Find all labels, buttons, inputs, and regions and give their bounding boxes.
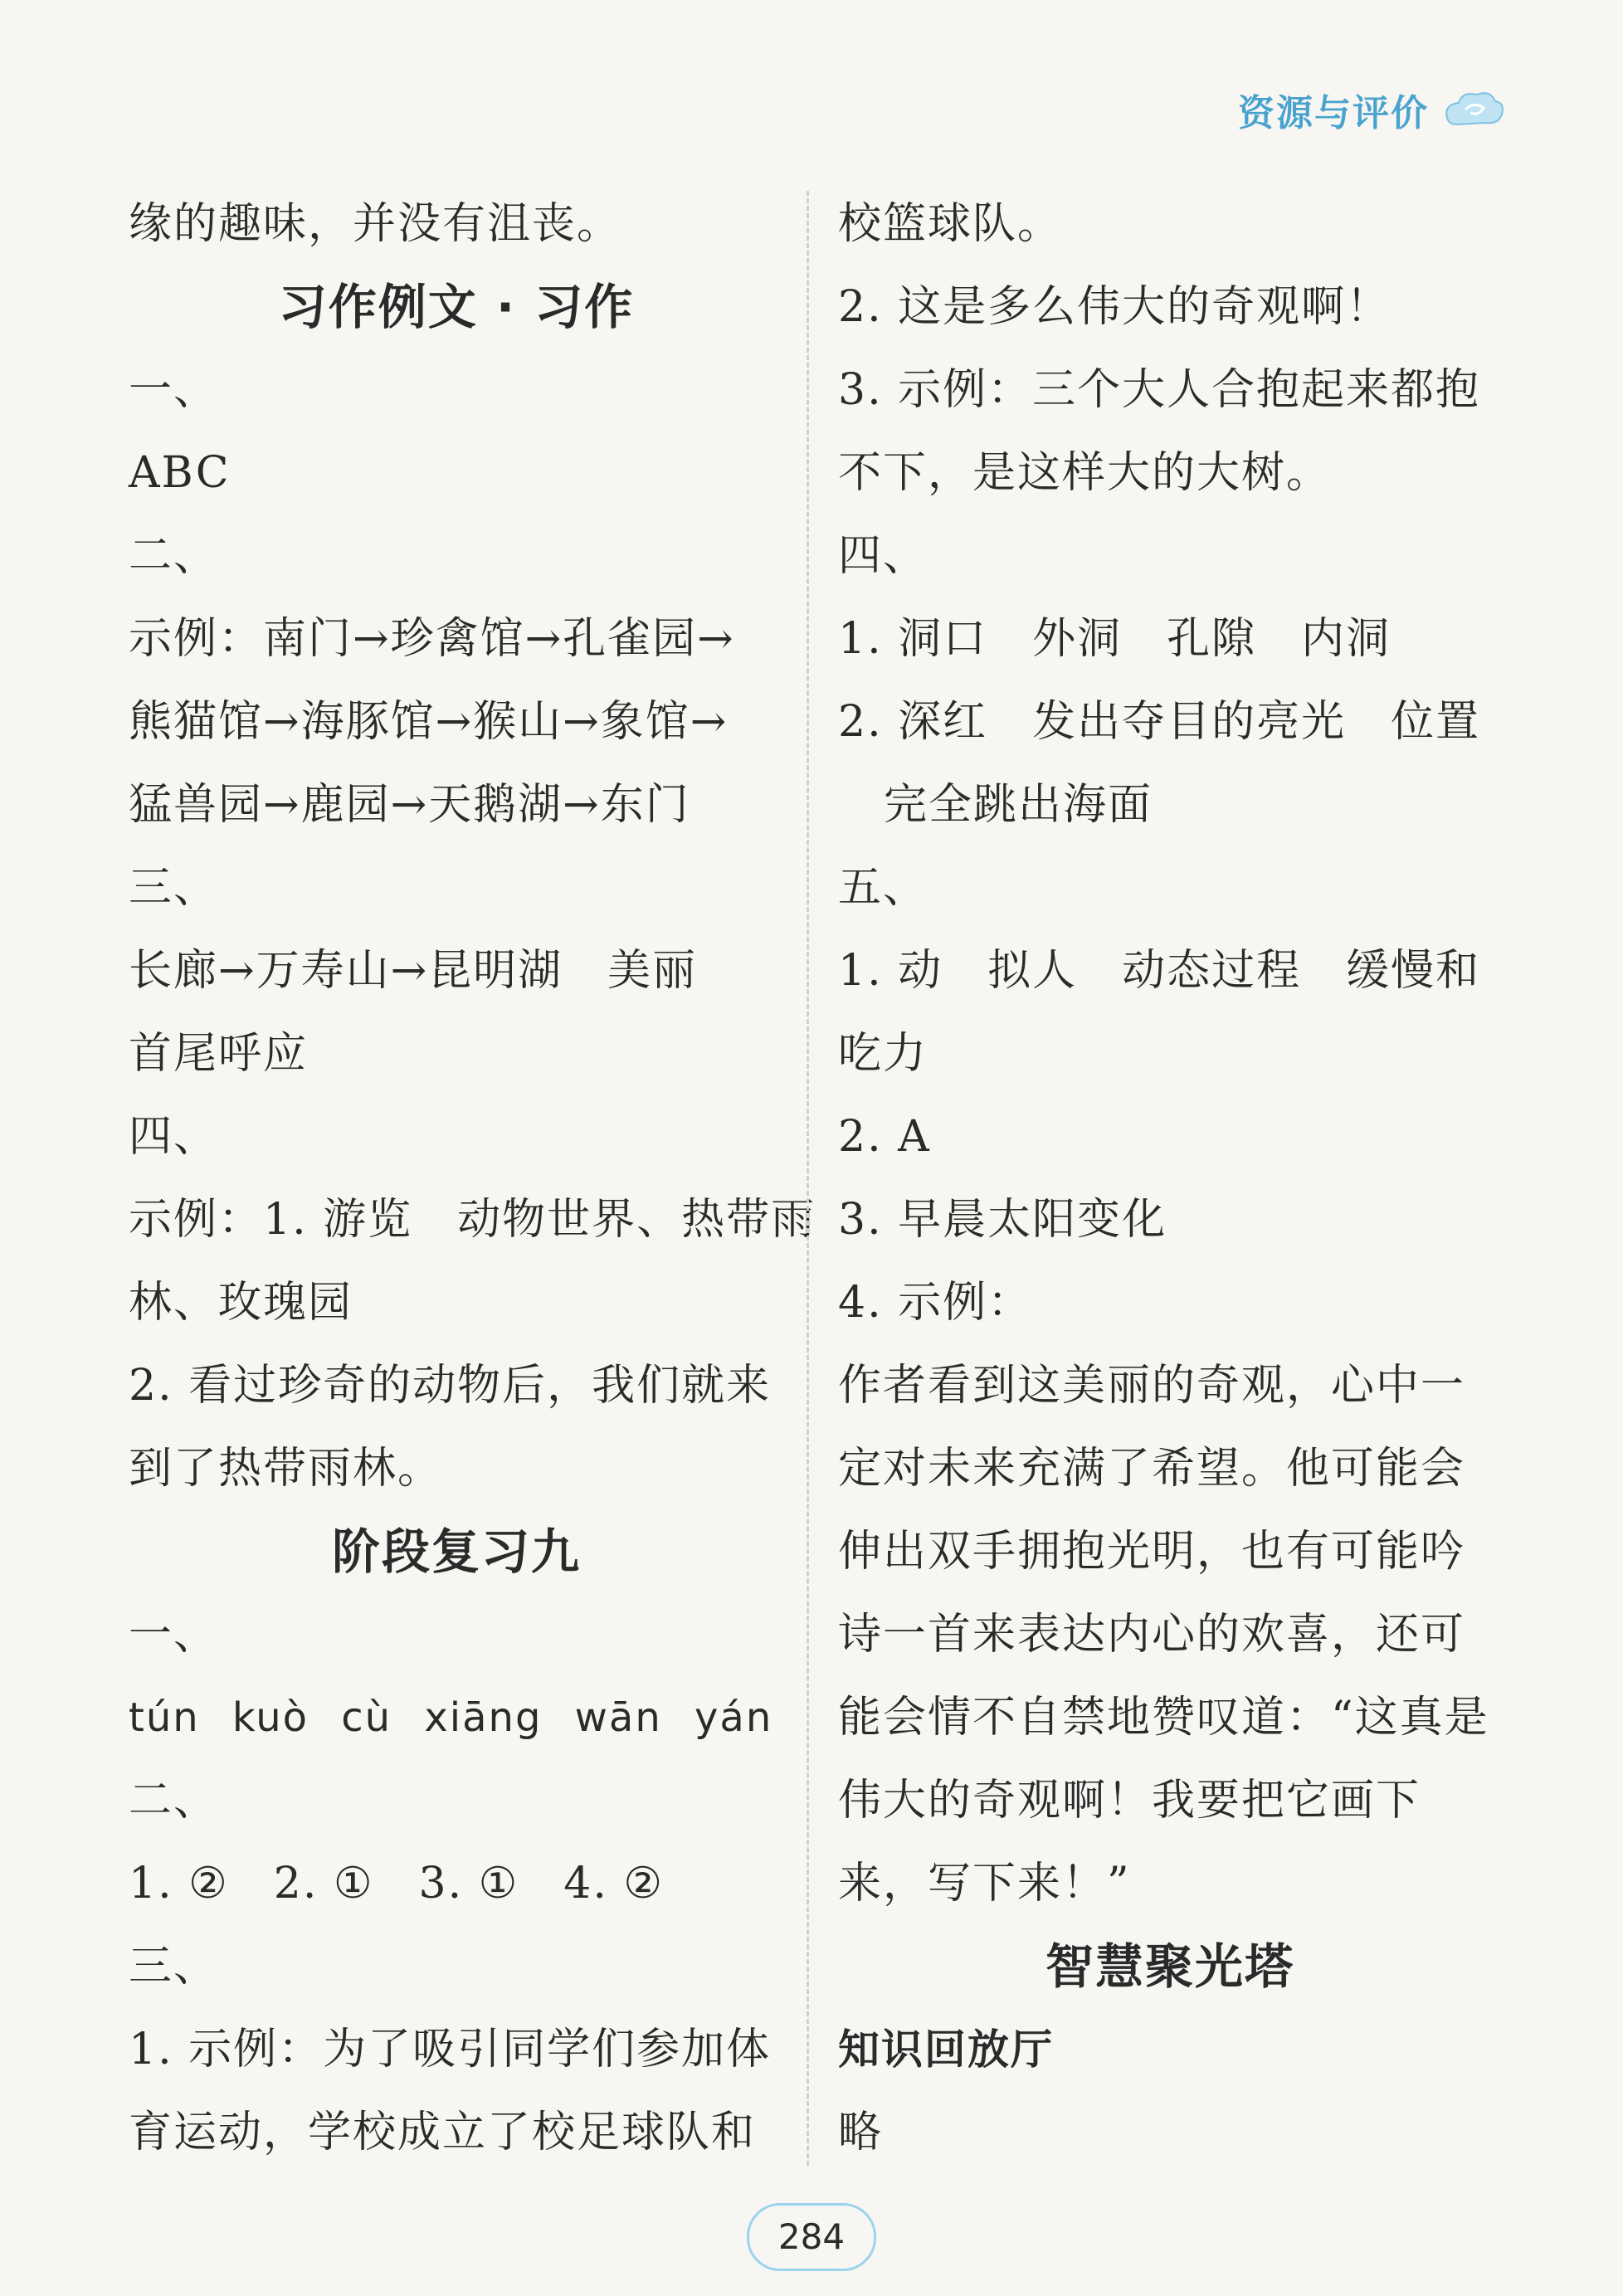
answer-line: 三、 <box>129 863 219 913</box>
answer-line: 四、 <box>129 1112 219 1162</box>
answer-line: 完全跳出海面 <box>884 780 1153 830</box>
right-column <box>838 183 1502 2174</box>
answer-line: 1. 示例：为了吸引同学们参加体 <box>129 2025 772 2074</box>
pinyin-answer: tún kuò cù xiāng wān yán <box>129 1694 773 1741</box>
answer-line: 吃力 <box>838 1029 928 1079</box>
cloud-swirl-icon <box>1440 85 1507 134</box>
answer-line: 2. 看过珍奇的动物后，我们就来 <box>129 1361 772 1411</box>
page-number: 284 <box>747 2203 876 2271</box>
answer-line: 二、 <box>129 531 219 581</box>
page-header <box>1238 83 1507 136</box>
answer-line: 育运动，学校成立了校足球队和 <box>129 2108 757 2157</box>
header-title: 资源与评价 <box>1238 92 1429 134</box>
answer-line: 一、 <box>129 365 219 415</box>
answer-line: 缘的趣味，并没有沮丧。 <box>129 199 622 249</box>
answer-line: 伸出双手拥抱光明，也有可能吟 <box>838 1527 1466 1577</box>
answer-line: 猛兽园→鹿园→天鹅湖→东门 <box>129 780 690 830</box>
answer-line: 作者看到这美丽的奇观，心中一 <box>838 1361 1466 1411</box>
answer-line: 林、玫瑰园 <box>129 1278 353 1328</box>
answer-line: 3. 示例：三个大人合抱起来都抱 <box>838 365 1481 415</box>
answer-line: 略 <box>838 2108 884 2157</box>
answer-line: 校篮球队。 <box>838 199 1063 249</box>
answer-line: 二、 <box>129 1776 219 1826</box>
answer-line: 3. 早晨太阳变化 <box>838 1195 1167 1245</box>
answer-line: 首尾呼应 <box>129 1029 309 1079</box>
sub-heading: 知识回放厅 <box>838 2025 1054 2074</box>
answer-line: 不下，是这样大的大树。 <box>838 448 1332 498</box>
answer-line: 4. 示例： <box>838 1278 1033 1328</box>
answer-line: 1. 洞口 外洞 孔隙 内洞 <box>838 614 1391 664</box>
answer-line: 三、 <box>129 1942 219 1991</box>
answer-line: 能会情不自禁地赞叹道：“这真是 <box>838 1693 1489 1743</box>
answer-line: 长廊→万寿山→昆明湖 美丽 <box>129 946 698 996</box>
answer-line: 2. 这是多么伟大的奇观啊！ <box>838 282 1391 332</box>
answer-line: 2. 深红 发出夺目的亮光 位置 <box>838 697 1481 747</box>
answer-line: 五、 <box>838 863 928 913</box>
answer-line: 示例：南门→珍禽馆→孔雀园→ <box>129 614 735 664</box>
answer-line: 1. 动 拟人 动态过程 缓慢和 <box>838 946 1481 996</box>
answer-line: 定对未来充满了希望。他可能会 <box>838 1444 1466 1494</box>
answer-line: 伟大的奇观啊！我要把它画下 <box>838 1776 1421 1826</box>
answer-line: 一、 <box>129 1610 219 1660</box>
column-divider <box>807 191 809 2166</box>
answer-line: 来，写下来！” <box>838 1859 1131 1908</box>
section-heading: 阶段复习九 <box>331 1523 581 1580</box>
answer-line: ABC <box>129 448 231 498</box>
section-heading: 习作例文 · 习作 <box>278 279 635 335</box>
answer-line: 诗一首来表达内心的欢喜，还可 <box>838 1610 1466 1660</box>
answer-line: 1. ② 2. ① 3. ① 4. ② <box>129 1859 665 1908</box>
section-heading: 智慧聚光塔 <box>1045 1938 1294 1995</box>
answer-line: 四、 <box>838 531 928 581</box>
answer-line: 2. A <box>838 1112 931 1162</box>
answer-line: 示例：1. 游览 动物世界、热带雨 <box>129 1195 816 1245</box>
answer-line: 熊猫馆→海豚馆→猴山→象馆→ <box>129 697 729 747</box>
left-column <box>129 183 816 2174</box>
answer-line: 到了热带雨林。 <box>129 1444 443 1494</box>
